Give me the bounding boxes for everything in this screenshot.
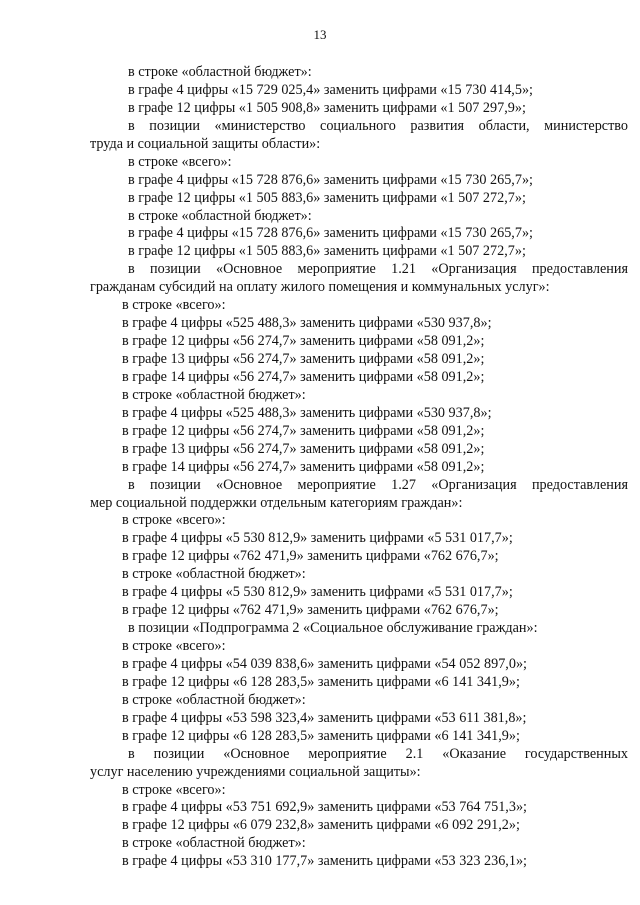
text-line: в графе 12 цифры «1 505 883,6» заменить цифрами «1 507 272,7»; (128, 189, 526, 206)
text-line: услуг населению учреждениями социальной защиты»: (90, 763, 421, 780)
text-line: труда и социальной защиты области»: (90, 135, 321, 152)
text-line: в графе 12 цифры «1 505 883,6» заменить цифрами «1 507 272,7»; (128, 243, 526, 260)
text-line: в строке «всего»: (122, 297, 226, 314)
text-line: в графе 13 цифры «56 274,7» заменить цифрами «58 091,2»; (122, 440, 485, 457)
text-line: в позиции «Основное мероприятие 2.1 «Оказание государственных (128, 745, 628, 762)
text-line: в строке «областной бюджет»: (122, 386, 306, 403)
text-line: в графе 12 цифры «6 128 283,5» заменить цифрами «6 141 341,9»; (122, 673, 520, 690)
text-line: в графе 4 цифры «525 488,3» заменить цифрами «530 937,8»; (122, 404, 492, 421)
text-line: в строке «областной бюджет»: (122, 566, 306, 583)
text-line: в позиции «Основное мероприятие 1.27 «Организация предоставления (128, 476, 628, 493)
text-line: в строке «областной бюджет»: (122, 835, 306, 852)
text-line: в графе 4 цифры «53 598 323,4» заменить цифрами «53 611 381,8»; (122, 709, 527, 726)
text-line: в строке «областной бюджет»: (122, 691, 306, 708)
text-line: в графе 12 цифры «1 505 908,8» заменить цифрами «1 507 297,9»; (128, 99, 526, 116)
text-line: в позиции «Основное мероприятие 1.21 «Организация предоставления (128, 261, 628, 278)
text-line: в позиции «Подпрограмма 2 «Социальное обслуживание граждан»: (128, 620, 538, 637)
text-line: в графе 14 цифры «56 274,7» заменить цифрами «58 091,2»; (122, 458, 485, 475)
text-line: в графе 12 цифры «56 274,7» заменить цифрами «58 091,2»; (122, 333, 485, 350)
text-line: в графе 4 цифры «15 729 025,4» заменить цифрами «15 730 414,5»; (128, 81, 533, 98)
text-line: в строке «всего»: (122, 512, 226, 529)
text-line: гражданам субсидий на оплату жилого помещения и коммунальных услуг»: (90, 279, 550, 296)
text-line: в графе 4 цифры «525 488,3» заменить цифрами «530 937,8»; (122, 315, 492, 332)
text-line: в строке «всего»: (128, 153, 232, 170)
text-line: в графе 4 цифры «5 530 812,9» заменить цифрами «5 531 017,7»; (122, 530, 513, 547)
text-line: в графе 12 цифры «762 471,9» заменить цифрами «762 676,7»; (122, 602, 499, 619)
document-body (90, 64, 628, 871)
text-line: в графе 14 цифры «56 274,7» заменить цифрами «58 091,2»; (122, 368, 485, 385)
text-line: в строке «всего»: (122, 781, 226, 798)
text-line: в строке «областной бюджет»: (128, 207, 312, 224)
text-line: в графе 4 цифры «5 530 812,9» заменить цифрами «5 531 017,7»; (122, 584, 513, 601)
text-line: мер социальной поддержки отдельным категориям граждан»: (90, 494, 463, 511)
text-line: в графе 12 цифры «6 079 232,8» заменить цифрами «6 092 291,2»; (122, 817, 520, 834)
text-line: в графе 4 цифры «15 728 876,6» заменить цифрами «15 730 265,7»; (128, 171, 533, 188)
text-line: в позиции «министерство социального развития области, министерство (128, 117, 628, 134)
text-line: в графе 12 цифры «762 471,9» заменить цифрами «762 676,7»; (122, 548, 499, 565)
text-line: в строке «областной бюджет»: (128, 64, 312, 80)
page-number: 13 (313, 27, 327, 42)
text-line: в графе 4 цифры «54 039 838,6» заменить цифрами «54 052 897,0»; (122, 655, 527, 672)
text-line: в графе 12 цифры «56 274,7» заменить цифрами «58 091,2»; (122, 422, 485, 439)
text-line: в графе 4 цифры «15 728 876,6» заменить цифрами «15 730 265,7»; (128, 225, 533, 242)
text-line: в графе 13 цифры «56 274,7» заменить цифрами «58 091,2»; (122, 351, 485, 367)
text-line: в графе 4 цифры «53 310 177,7» заменить цифрами «53 323 236,1»; (122, 853, 527, 870)
text-line: в графе 4 цифры «53 751 692,9» заменить цифрами «53 764 751,3»; (122, 799, 527, 816)
text-line: в строке «всего»: (122, 638, 226, 654)
text-line: в графе 12 цифры «6 128 283,5» заменить цифрами «6 141 341,9»; (122, 727, 520, 744)
